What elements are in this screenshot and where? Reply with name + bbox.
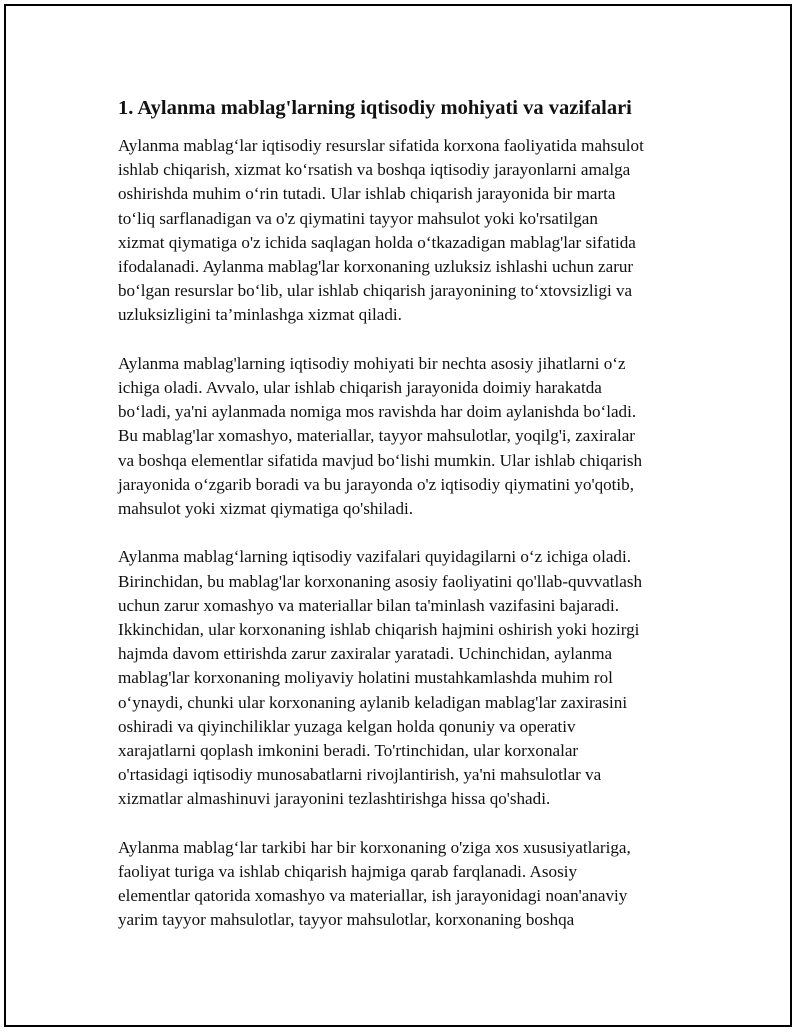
text-line: xizmat qiymatiga o'z ichida saqlagan holda o‘tkazadigan mablag'lar sifatida: [118, 232, 636, 252]
paragraph-2: [118, 352, 698, 521]
text-line: o‘ynaydi, chunki ular korxonaning aylanib keladigan mablag'lar zaxirasini: [118, 692, 628, 712]
text-line: mablag'lar korxonaning moliyaviy holatini mustahkamlashda muhim rol: [118, 668, 613, 688]
text-line: ifodalanadi. Aylanma mablag'lar korxonaning uzluksiz ishlashi uchun zarur: [118, 257, 634, 277]
text-line: oshirishda muhim o‘rin tutadi. Ular ishlab chiqarish jarayonida bir marta: [118, 184, 616, 204]
text-line: Aylanma mablag'larning iqtisodiy mohiyati bir nechta asosiy jihatlarni o‘z: [118, 353, 626, 373]
text-line: oshiradi va qiyinchiliklar yuzaga kelgan holda qonuniy va operativ: [118, 716, 576, 736]
text-line: mahsulot yoki xizmat qiymatiga qo'shiladi.: [118, 499, 414, 519]
text-line: Birinchidan, bu mablag'lar korxonaning asosiy faoliyatini qo'llab-quvvatlash: [118, 571, 643, 591]
text-line: uchun zarur xomashyo va materiallar bilan ta'minlash vazifasini bajaradi.: [118, 595, 619, 615]
text-line: va boshqa elementlar sifatida mavjud bo‘lishi mumkin. Ular ishlab chiqarish: [118, 450, 643, 470]
text-line: o'rtasidagi iqtisodiy munosabatlarni rivojlantirish, ya'ni mahsulotlar va: [118, 765, 602, 785]
text-line: ishlab chiqarish, xizmat ko‘rsatish va boshqa iqtisodiy jarayonlarni amalga: [118, 160, 631, 180]
text-line: bo‘lgan resurslar bo‘lib, ular ishlab chiqarish jarayonining to‘xtovsizligi va: [118, 281, 633, 301]
text-line: elementlar qatorida xomashyo va materiallar, ish jarayonidagi noan'anaviy: [118, 886, 628, 906]
text-line: Ikkinchidan, ular korxonaning ishlab chiqarish hajmini oshirish yoki hozirgi: [118, 620, 640, 640]
paragraph-3: [118, 545, 698, 811]
text-line: Aylanma mablag‘lar iqtisodiy resurslar sifatida korxona faoliyatida mahsulot: [118, 136, 644, 155]
text-line: xarajatlarni qoplash imkonini beradi. To'rtinchidan, ular korxonalar: [118, 741, 579, 761]
text-line: xizmatlar almashinuvi jarayonini tezlashtirishga hissa qo'shadi.: [118, 789, 551, 809]
text-line: bo‘ladi, ya'ni aylanmada nomiga mos ravishda har doim aylanishda bo‘ladi.: [118, 402, 637, 422]
text-line: Aylanma mablag‘larning iqtisodiy vazifalari quyidagilarni o‘z ichiga oladi.: [118, 547, 631, 567]
text-line: Bu mablag'lar xomashyo, materiallar, tayyor mahsulotlar, yoqilg'i, zaxiralar: [118, 426, 635, 446]
paragraph-1: [118, 134, 698, 328]
text-line: hajmda davom ettirishda zarur zaxiralar yaratadi. Uchinchidan, aylanma: [118, 644, 613, 664]
text-line: jarayonida o‘zgarib boradi va bu jarayonda o'z iqtisodiy qiymatini yo'qotib,: [118, 474, 634, 494]
text-line: yarim tayyor mahsulotlar, tayyor mahsulotlar, korxonaning boshqa: [118, 910, 575, 930]
text-line: Aylanma mablag‘lar tarkibi har bir korxonaning o'ziga xos xususiyatlariga,: [118, 837, 631, 857]
document-body: [118, 94, 698, 957]
paragraph-4: [118, 836, 698, 933]
text-line: to‘liq sarflanadigan va o'z qiymatini tayyor mahsulot yoki ko'rsatilgan: [118, 208, 598, 228]
section-heading: 1. Aylanma mablag'larning iqtisodiy mohiyati va vazifalari: [118, 97, 632, 119]
text-line: faoliyat turiga va ishlab chiqarish hajmiga qarab farqlanadi. Asosiy: [118, 862, 578, 882]
text-line: uzluksizligini ta’minlashga xizmat qiladi.: [118, 305, 402, 325]
text-line: ichiga oladi. Avvalo, ular ishlab chiqarish jarayonida doimiy harakatda: [118, 378, 602, 398]
